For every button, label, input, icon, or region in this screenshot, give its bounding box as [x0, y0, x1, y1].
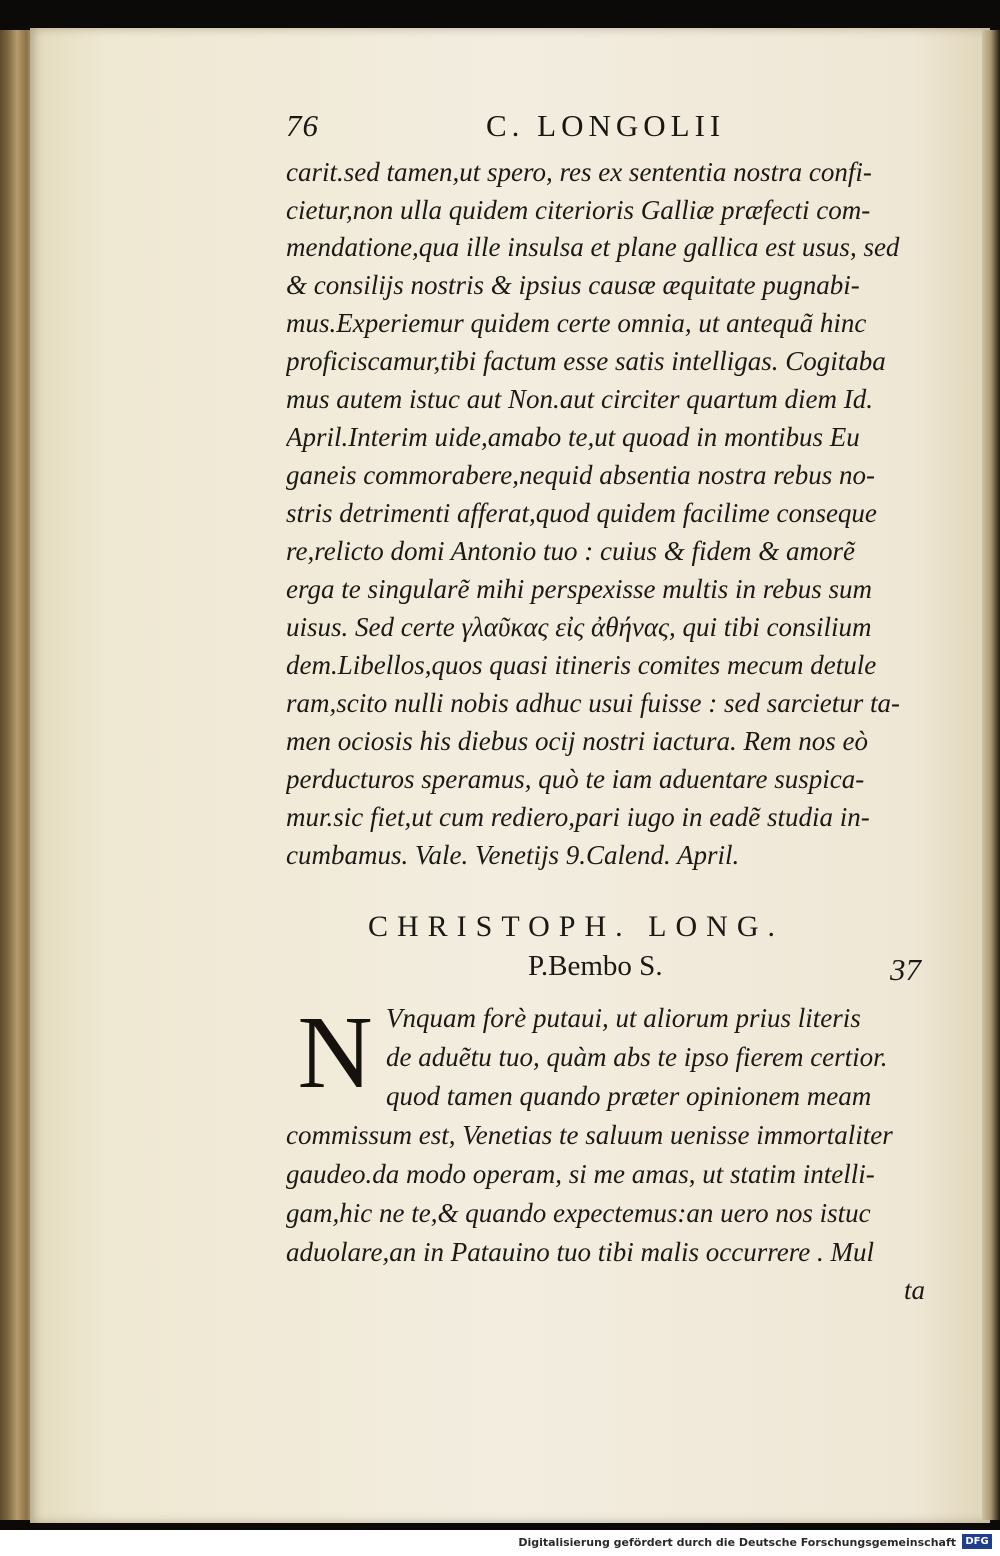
text-line: commissum est, Venetias te saluum uenisse immortaliter	[286, 1120, 893, 1150]
text-line: dem.Libellos,quos quasi itineris comites mecum detule	[286, 650, 877, 680]
text-line: cumbamus. Vale. Venetijs 9.Calend. April.	[286, 840, 740, 870]
text-line: aduolare,an in Patauino tuo tibi malis occurrere . Mul	[286, 1237, 874, 1267]
letter-addressee: P.Bembo S.	[528, 950, 663, 982]
text-line: ram,scito nulli nobis adhuc usui fuisse : sed sarcietur ta-	[286, 688, 900, 718]
text-line: gam,hic ne te,& quando expectemus:an uero nos istuc	[286, 1198, 871, 1228]
text-line: ganeis commorabere,nequid absentia nostra rebus no-	[286, 460, 875, 490]
text-line: de aduẽtu tuo, quàm abs te ipso fierem certior.	[386, 1042, 888, 1072]
dfg-logo: DFG	[962, 1534, 992, 1549]
text-line: proficiscamur,tibi factum esse satis intelligas. Cogitaba	[286, 346, 886, 376]
text-line: mendatione,qua ille insulsa et plane gallica est usus, sed	[286, 232, 900, 262]
page-number: 76	[286, 108, 319, 143]
text-line: gaudeo.da modo operam, si me amas, ut statim intelli-	[286, 1159, 875, 1189]
text-line: mur.sic fiet,ut cum rediero,pari iugo in eadẽ studia in-	[286, 802, 870, 832]
text-line: stris detrimenti afferat,quod quidem facilime conseque	[286, 498, 877, 528]
drop-cap-initial: N	[297, 995, 373, 1110]
text-line: quod tamen quando præter opinionem meam	[386, 1081, 872, 1111]
text-line: April.Interim uide,amabo te,ut quoad in montibus Eu	[286, 422, 860, 452]
text-line: re,relicto domi Antonio tuo : cuius & fidem & amorẽ	[286, 536, 855, 566]
text-line: & consilijs nostris & ipsius causæ æquitate pugnabi-	[286, 270, 860, 300]
running-title: C. LONGOLII	[486, 108, 726, 143]
catchword: ta	[904, 1275, 926, 1305]
text-line: cietur,non ulla quidem citerioris Galliæ præfecti com-	[286, 195, 871, 225]
text-line: mus autem istuc aut Non.aut circiter quartum diem Id.	[286, 384, 873, 414]
funding-credit: Digitalisierung gefördert durch die Deutsche Forschungsgemeinschaft	[518, 1536, 956, 1549]
text-line: Vnquam forè putaui, ut aliorum prius literis	[386, 1003, 861, 1033]
letter-number: 37	[890, 952, 921, 987]
text-line: erga te singularẽ mihi perspexisse multis in rebus sum	[286, 574, 872, 604]
letter-heading: CHRISTOPH. LONG.	[368, 910, 784, 943]
text-line: perducturos speramus, quò te iam aduentare suspica-	[286, 764, 865, 794]
text-line: mus.Experiemur quidem certe omnia, ut antequã hinc	[286, 308, 867, 338]
footer-bar	[0, 1530, 1000, 1556]
text-line: uisus. Sed certe γλαῦκας εἰς ἀθήνας, qui tibi consilium	[286, 612, 872, 642]
text-line: men ociosis his diebus ocij nostri iactura. Rem nos eò	[286, 726, 868, 756]
text-line: carit.sed tamen,ut spero, res ex sententia nostra confi-	[286, 157, 872, 187]
page-right-edge	[982, 30, 1000, 1520]
